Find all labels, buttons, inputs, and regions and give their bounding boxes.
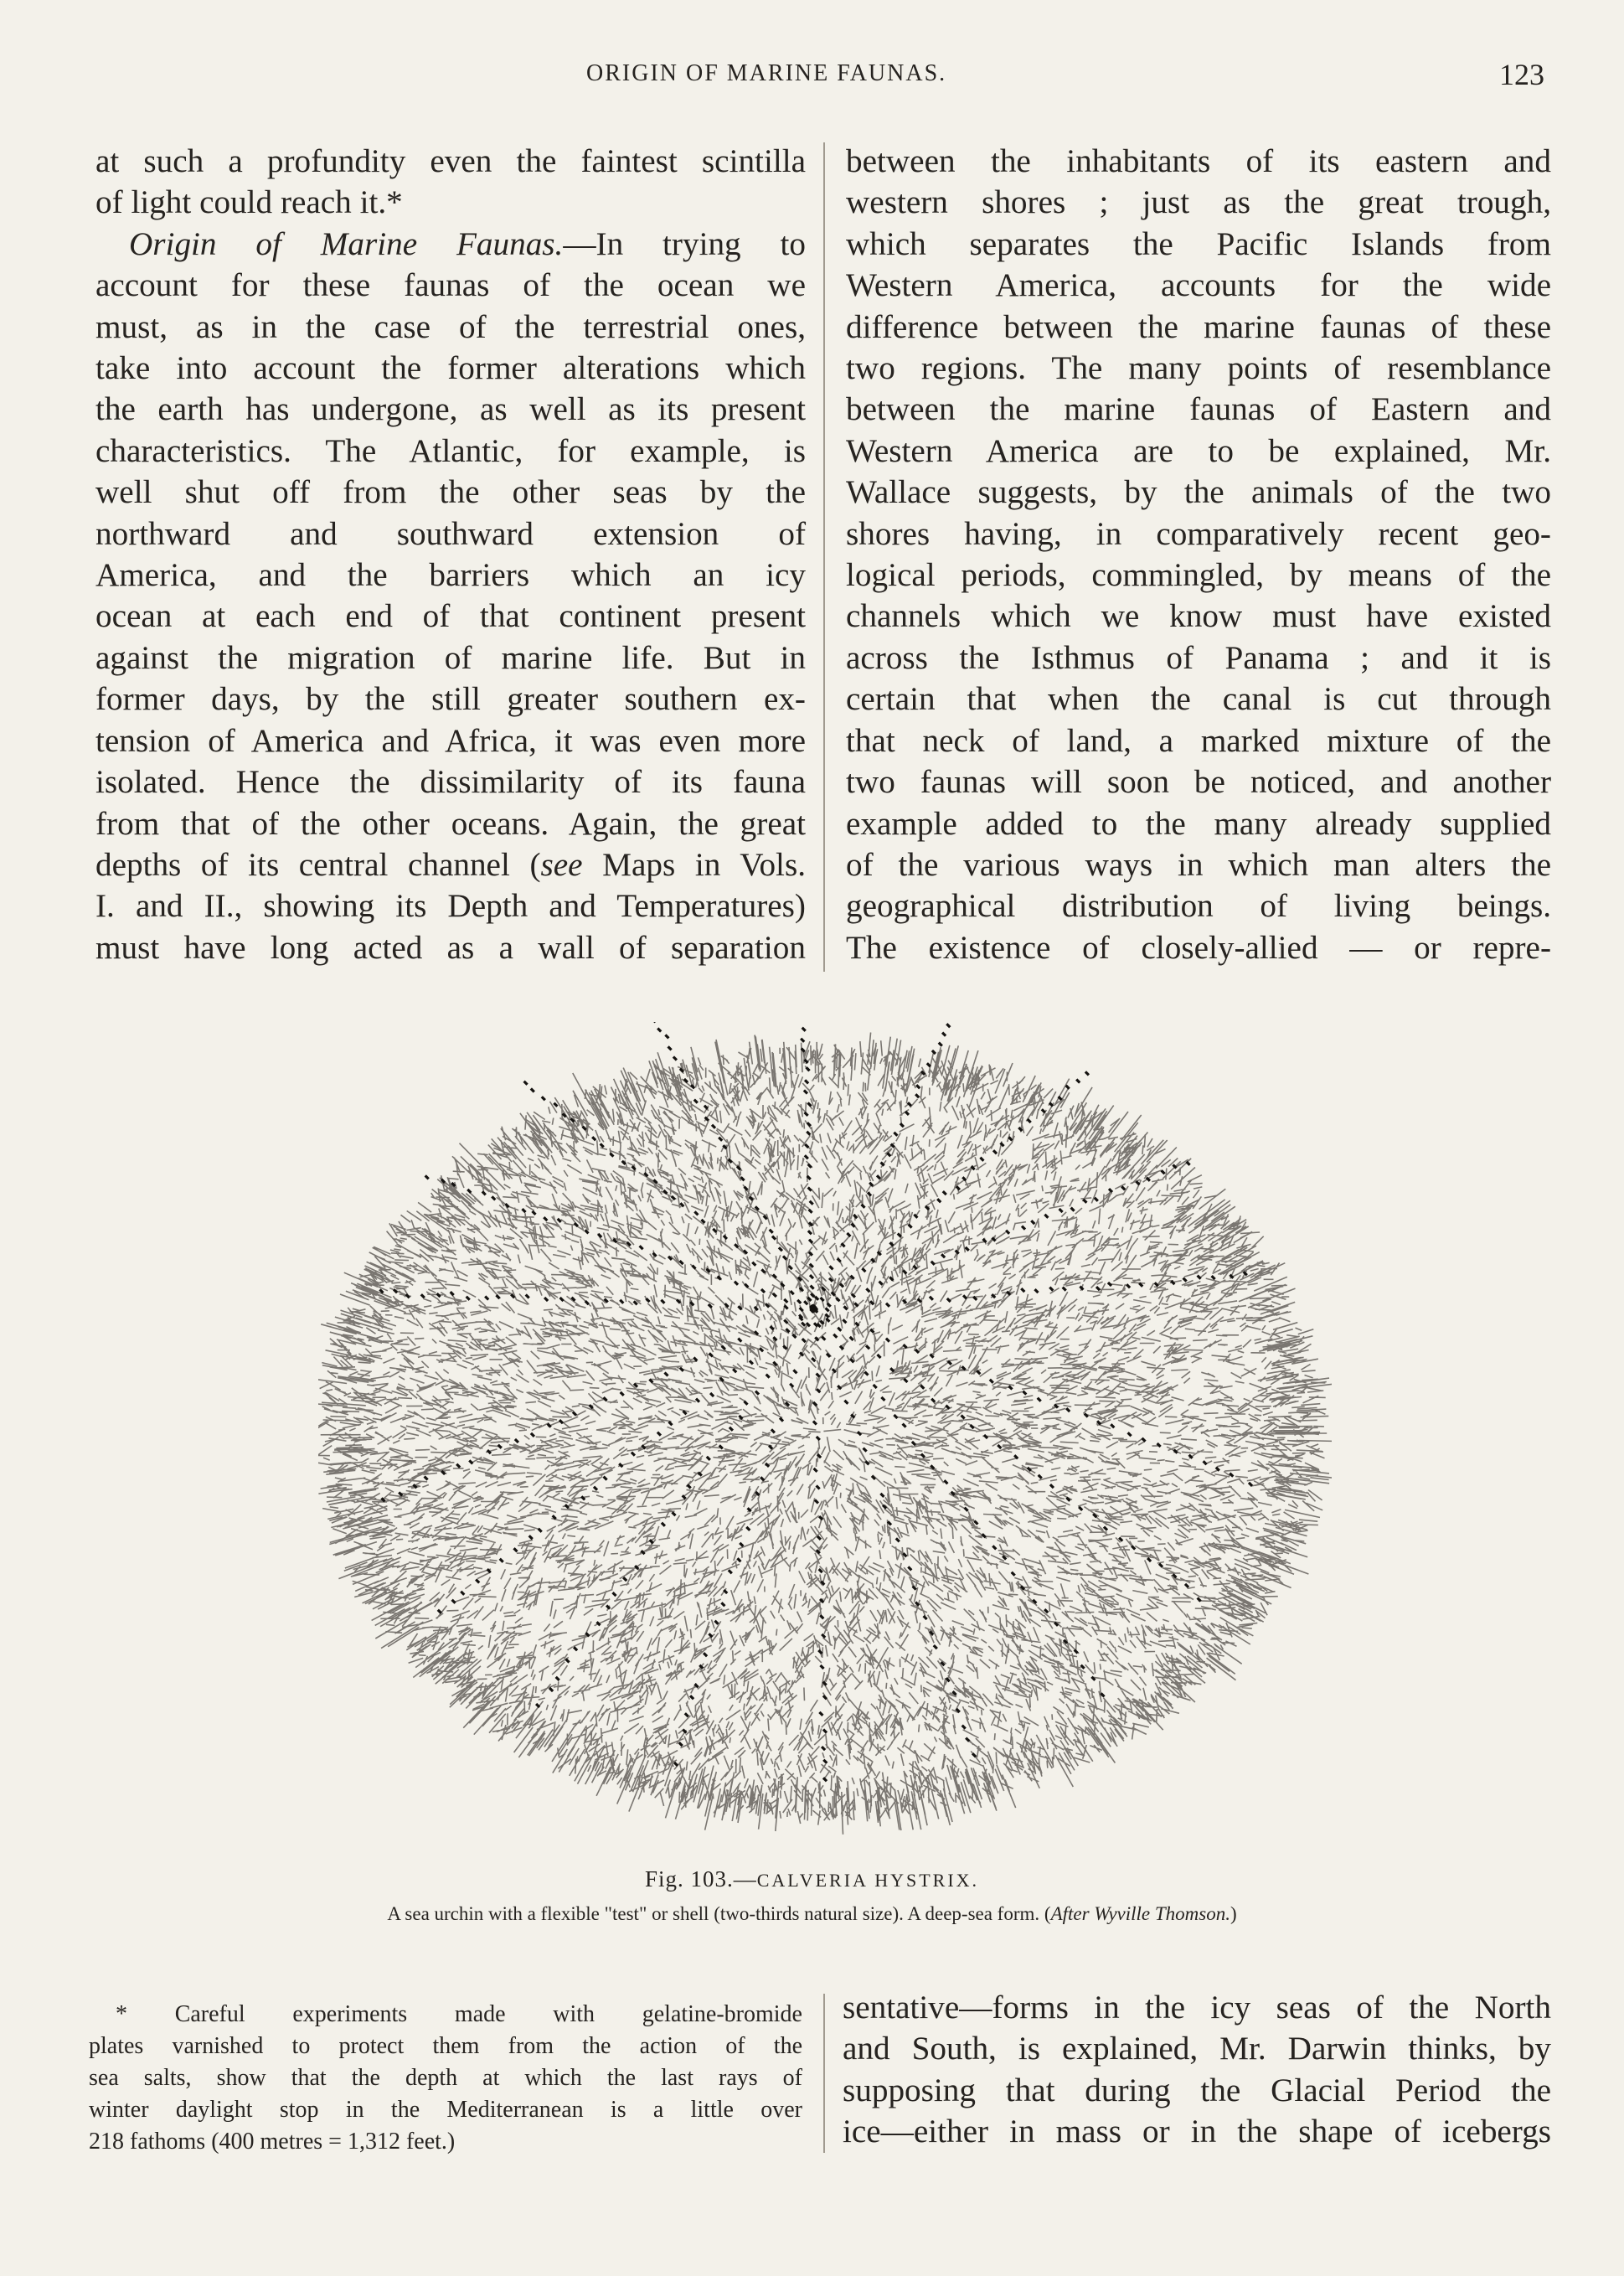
figure-title: CALVERIA HYSTRIX. (756, 1870, 980, 1891)
column-divider (823, 142, 825, 972)
text-line: must, as in the case of the terrestrial ones, (95, 308, 806, 345)
text-line: from that of the other oceans. Again, the great (95, 805, 806, 842)
text-line: certain that when the canal is cut through (846, 681, 1551, 718)
figure-description (0, 1903, 1624, 1925)
text-line: Wallace suggests, by the animals of the two (846, 474, 1551, 511)
text-line: western shores ; just as the great trough, (846, 184, 1551, 221)
page-number: 123 (1499, 58, 1544, 91)
section-heading: Origin of Marine Faunas. (129, 225, 564, 262)
section-heading-line (95, 224, 806, 265)
text-line: against the migration of marine life. But in (95, 639, 806, 676)
text-line: of light could reach it.* (95, 184, 403, 221)
left-column (95, 141, 806, 968)
text-line: supposing that during the Glacial Period the (843, 2072, 1551, 2108)
figure-number: Fig. 103.— (644, 1866, 757, 1892)
text-line: shores having, in comparatively recent geo- (846, 515, 1551, 552)
text-line: I. and II., showing its Depth and Temperatures) (95, 888, 806, 925)
text-line: which separates the Pacific Islands from (846, 225, 1551, 262)
footnote-line: winter daylight stop in the Mediterranean is a little over (89, 2097, 802, 2123)
text-fragment: Maps in Vols. (582, 846, 806, 883)
text-line: logical periods, commingled, by means of the (846, 557, 1551, 594)
text-line: America, and the barriers which an icy (95, 557, 806, 594)
right-column (846, 141, 1551, 968)
description-text: A sea urchin with a flexible "test" or shell (two-thirds natural size). A deep-sea form. ( (387, 1903, 1051, 1924)
figure-caption (0, 1866, 1624, 1892)
text-line: The existence of closely-allied — or repre- (846, 929, 1551, 966)
text-line: must have long acted as a wall of separation (95, 929, 806, 966)
text-line: characteristics. The Atlantic, for example, is (95, 432, 806, 469)
text-line: northward and southward extension of (95, 515, 806, 552)
text-line: ice—either in mass or in the shape of icebergs (843, 2113, 1551, 2150)
text-line: geographical distribution of living beings. (846, 888, 1551, 925)
text-line: well shut off from the other seas by the (95, 474, 806, 511)
footnote-line: 218 fathoms (400 metres = 1,312 feet.) (89, 2129, 456, 2155)
text-line: of the various ways in which man alters the (846, 846, 1551, 883)
text-line: that neck of land, a marked mixture of the (846, 722, 1551, 759)
sea-urchin-illustration (318, 1022, 1332, 1876)
running-head: ORIGIN OF MARINE FAUNAS. (586, 60, 947, 86)
description-credit: After Wyville Thomson. (1050, 1903, 1230, 1924)
footnote-line: plates varnished to protect them from the action of the (89, 2033, 802, 2059)
sea-urchin-engraving (318, 1022, 1332, 1876)
text-line: isolated. Hence the dissimilarity of its fauna (95, 764, 806, 801)
text-line: sentative—forms in the icy seas of the North (843, 1990, 1551, 2026)
footnote (89, 1999, 802, 2158)
text-fragment: depths of its central channel ( (95, 846, 541, 883)
description-close: ) (1230, 1903, 1237, 1924)
text-line: example added to the many already supplied (846, 805, 1551, 842)
text-line: at such a profundity even the faintest scintilla (95, 143, 806, 179)
text-line: Western America are to be explained, Mr. (846, 432, 1551, 469)
text-line: between the inhabitants of its eastern and (846, 143, 1551, 179)
text-line-with-italic (95, 844, 806, 885)
text-line: channels which we know must have existed (846, 598, 1551, 635)
italic-see: see (540, 846, 583, 883)
engraving-spines (318, 1022, 1332, 1835)
text-line: former days, by the still greater southern ex- (95, 681, 806, 718)
text-line: and South, is explained, Mr. Darwin thinks, by (843, 2031, 1551, 2067)
column-divider-bottom (823, 1994, 825, 2153)
text-line: between the marine faunas of Eastern and (846, 391, 1551, 428)
text-line: across the Isthmus of Panama ; and it is (846, 639, 1551, 676)
footnote-line: * Careful experiments made with gelatine-bromide (116, 2001, 802, 2027)
text-line: take into account the former alterations which (95, 350, 806, 387)
text-line: account for these faunas of the ocean we (95, 267, 806, 304)
text-line: the earth has undergone, as well as its present (95, 391, 806, 428)
text-line: two faunas will soon be noticed, and another (846, 764, 1551, 801)
footnote-line: sea salts, show that the depth at which the last rays of (89, 2065, 802, 2091)
text-fragment: —In trying to (563, 225, 807, 262)
text-line: Western America, accounts for the wide (846, 267, 1551, 304)
right-column-continued (843, 1987, 1551, 2153)
text-line: tension of America and Africa, it was even more (95, 722, 806, 759)
text-line: difference between the marine faunas of these (846, 308, 1551, 345)
text-line: two regions. The many points of resemblance (846, 350, 1551, 387)
text-line: ocean at each end of that continent present (95, 598, 806, 635)
